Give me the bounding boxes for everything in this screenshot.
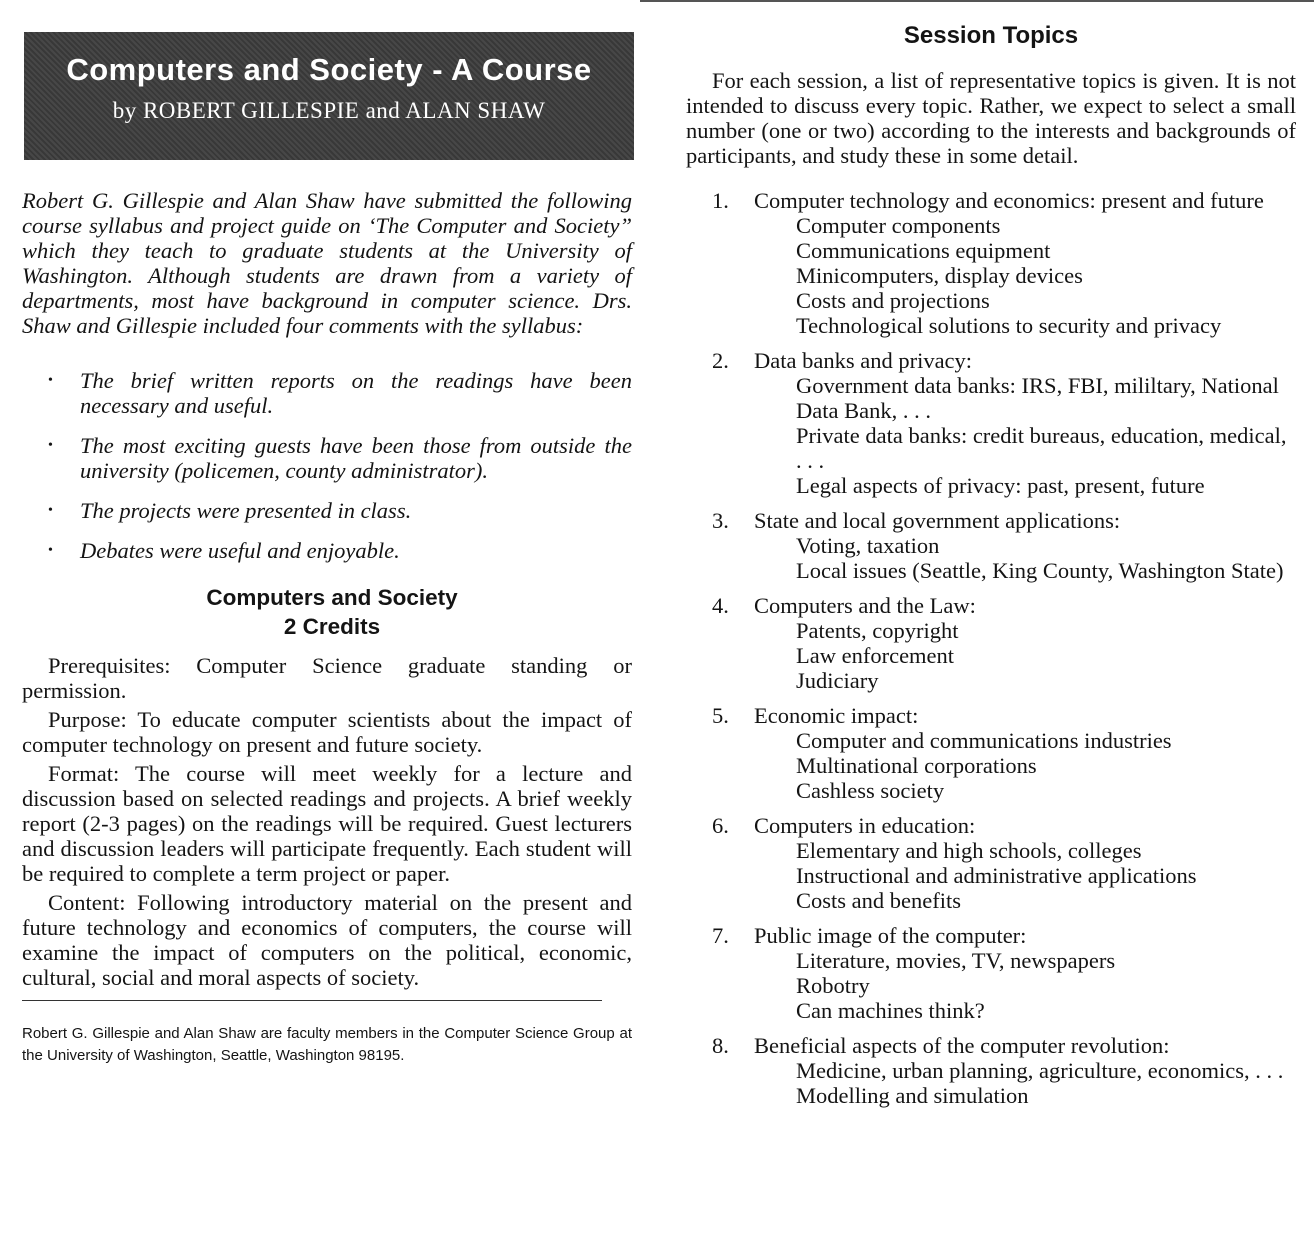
topic-title: Public image of the computer:	[754, 923, 1027, 948]
subtopic-item: Computer and communications industries	[796, 728, 1172, 753]
bullet-icon: •	[48, 373, 53, 388]
course-credits: 2 Credits	[283, 614, 381, 639]
subtopic-list	[754, 618, 1296, 693]
subtopic-list	[754, 838, 1296, 913]
bullet-icon: •	[48, 503, 53, 518]
session-intro-paragraph: For each session, a list of representative topics is given. It is not intended to discuss every topic. Rather, we expect to select a small number (one or two) according to the interests and backgrounds of participants, and study these in some detail.	[686, 68, 1296, 168]
session-topics-heading: Session Topics	[903, 22, 1079, 49]
topic-item	[686, 1033, 1296, 1108]
subtopic-item: Costs and benefits	[796, 888, 961, 913]
left-column	[22, 32, 632, 1067]
prerequisites-paragraph: Prerequisites: Computer Science graduate standing or permission.	[22, 653, 632, 703]
topic-number: 6.	[712, 813, 729, 838]
topic-item	[686, 813, 1296, 913]
footnote-divider	[22, 1000, 602, 1001]
topic-title: Beneficial aspects of the computer revolution:	[754, 1033, 1170, 1058]
topic-number: 7.	[712, 923, 729, 948]
topic-item	[686, 348, 1296, 498]
topic-title: Computers and the Law:	[754, 593, 976, 618]
topic-title: Computers in education:	[754, 813, 976, 838]
subtopic-list	[754, 213, 1296, 338]
article-byline: by ROBERT GILLESPIE and ALAN SHAW	[112, 98, 546, 123]
subtopic-item: Computer components	[796, 213, 1001, 238]
topic-number: 8.	[712, 1033, 729, 1058]
content-paragraph: Content: Following introductory material on the present and future technology and economics of computers, the course will examine the impact of computers on the political, economic, cultural, social and moral aspects of society.	[22, 890, 632, 990]
subtopic-item: Law enforcement	[796, 643, 955, 668]
subtopic-item: Modelling and simulation	[796, 1083, 1029, 1108]
topic-number: 1.	[712, 188, 729, 213]
topic-title: Economic impact:	[754, 703, 919, 728]
comment-text: Debates were useful and enjoyable.	[80, 538, 400, 563]
subtopic-list	[754, 533, 1296, 583]
subtopic-item: Cashless society	[796, 778, 945, 803]
topics-list	[686, 188, 1296, 1108]
article-title: Computers and Society - A Course	[66, 52, 592, 87]
comment-item	[22, 498, 632, 523]
subtopic-item: Instructional and administrative applications	[796, 863, 1197, 888]
subtopic-item: Private data banks: credit bureaus, education, medical, . . .	[796, 423, 1287, 473]
subtopic-item: Costs and projections	[796, 288, 990, 313]
subtopic-item: Patents, copyright	[796, 618, 959, 643]
subtopic-item: Government data banks: IRS, FBI, mililtary, National Data Bank, . . .	[796, 373, 1279, 423]
comment-item	[22, 538, 632, 563]
topic-number: 3.	[712, 508, 729, 533]
subtopic-item: Technological solutions to security and privacy	[796, 313, 1222, 338]
course-heading	[22, 583, 632, 641]
comment-item	[22, 433, 632, 483]
subtopic-item: Elementary and high schools, colleges	[796, 838, 1142, 863]
subtopic-item: Local issues (Seattle, King County, Washington State)	[796, 558, 1284, 583]
subtopic-item: Voting, taxation	[796, 533, 940, 558]
topic-item	[686, 188, 1296, 338]
subtopic-list	[754, 728, 1296, 803]
comment-text: The brief written reports on the readings have been necessary and useful.	[80, 368, 632, 418]
format-paragraph: Format: The course will meet weekly for a lecture and discussion based on selected readings and projects. A brief weekly report (2-3 pages) on the readings will be required. Guest lecturers and discussion leaders will participate frequently. Each student will be required to complete a term project or paper.	[22, 761, 632, 886]
subtopic-item: Multinational corporations	[796, 753, 1037, 778]
subtopic-item: Can machines think?	[796, 998, 985, 1023]
subtopic-list	[754, 1058, 1296, 1108]
topic-title: State and local government applications:	[754, 508, 1121, 533]
topic-number: 5.	[712, 703, 729, 728]
subtopic-item: Judiciary	[796, 668, 879, 693]
topic-item	[686, 508, 1296, 583]
comment-item	[22, 368, 632, 418]
topic-title: Data banks and privacy:	[754, 348, 973, 373]
topic-item	[686, 703, 1296, 803]
course-title: Computers and Society	[206, 585, 458, 610]
right-column	[686, 22, 1296, 1118]
subtopic-item: Legal aspects of privacy: past, present, future	[796, 473, 1205, 498]
topic-item	[686, 923, 1296, 1023]
topic-number: 2.	[712, 348, 729, 373]
topic-item	[686, 593, 1296, 693]
bullet-icon: •	[48, 438, 53, 453]
comment-text: The projects were presented in class.	[80, 498, 412, 523]
subtopic-list	[754, 373, 1296, 498]
intro-paragraph: Robert G. Gillespie and Alan Shaw have submitted the following course syllabus and project guide on ‘The Computer and Society” which they teach to graduate students at the University of Washington. Although students are drawn from a variety of departments, most have background in computer science. Drs. Shaw and Gillespie included four comments with the syllabus:	[22, 188, 632, 338]
author-footnote: Robert G. Gillespie and Alan Shaw are faculty members in the Computer Science Group at the University of Washington, Seattle, Washington 98195.	[22, 1025, 632, 1064]
bullet-icon: •	[48, 543, 53, 558]
topic-number: 4.	[712, 593, 729, 618]
subtopic-list	[754, 948, 1296, 1023]
subtopic-item: Minicomputers, display devices	[796, 263, 1083, 288]
title-banner	[24, 32, 634, 160]
subtopic-item: Literature, movies, TV, newspapers	[796, 948, 1116, 973]
purpose-paragraph: Purpose: To educate computer scientists about the impact of computer technology on present and future society.	[22, 707, 632, 757]
comments-list	[22, 368, 632, 563]
comment-text: The most exciting guests have been those from outside the university (policemen, county administrator).	[80, 433, 632, 483]
topic-title: Computer technology and economics: present and future	[754, 188, 1264, 213]
subtopic-item: Medicine, urban planning, agriculture, economics, . . .	[796, 1058, 1284, 1083]
subtopic-item: Robotry	[796, 973, 870, 998]
top-rule	[640, 0, 1314, 2]
subtopic-item: Communications equipment	[796, 238, 1051, 263]
